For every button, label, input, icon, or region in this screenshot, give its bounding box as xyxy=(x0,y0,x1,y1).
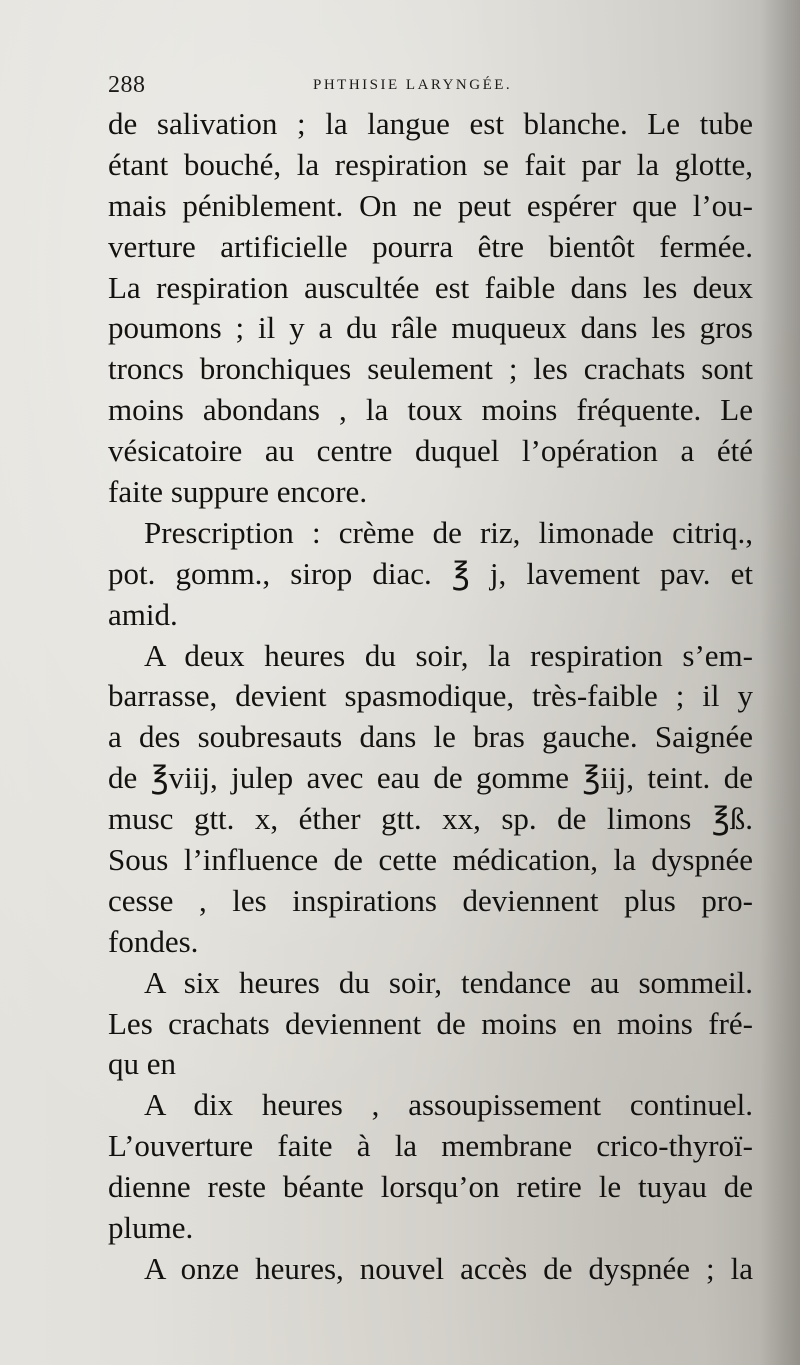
text-line: a des soubresauts dans le bras gauche. Saignée xyxy=(108,719,753,755)
text-line: La respiration auscultée est faible dans les deux xyxy=(108,269,753,305)
text-line: de ℥viij, julep avec eau de gomme ℥iij, teint. de xyxy=(108,760,753,796)
text-line: pot. gomm., sirop diac. ℥ j, lavement pav. et xyxy=(108,555,753,591)
text-line: faite suppure encore. xyxy=(108,474,368,510)
page-header xyxy=(108,72,748,102)
text-line: dienne reste béante lorsqu’on retire le tuyau de xyxy=(108,1169,753,1205)
text-line: A onze heures, nouvel accès de dyspnée ; la xyxy=(144,1250,753,1286)
page-edge-shadow xyxy=(760,0,800,1365)
text-line: A deux heures du soir, la respiration s’em- xyxy=(144,637,753,673)
text-line: Prescription : crème de riz, limonade citriq., xyxy=(144,514,753,550)
text-line: vésicatoire au centre duquel l’opération a été xyxy=(108,433,753,469)
running-head: PHTHISIE LARYNGÉE. xyxy=(313,77,513,93)
text-line: étant bouché, la respiration se fait par la glotte, xyxy=(108,146,753,182)
text-line: Les crachats deviennent de moins en moins fré- xyxy=(108,1005,753,1041)
text-line: verture artificielle pourra être bientôt fermée. xyxy=(108,228,753,264)
text-line: de salivation ; la langue est blanche. Le tube xyxy=(108,106,753,141)
text-line: moins abondans , la toux moins fréquente. Le xyxy=(108,392,753,428)
text-line: A six heures du soir, tendance au sommeil. xyxy=(144,964,753,1000)
page-number: 288 xyxy=(108,72,146,98)
text-line: poumons ; il y a du râle muqueux dans les gros xyxy=(108,310,753,346)
body-text xyxy=(108,104,753,1290)
text-line: amid. xyxy=(108,596,178,632)
text-line: fondes. xyxy=(108,923,199,959)
text-line: qu en xyxy=(108,1046,177,1082)
text-line: Sous l’influence de cette médication, la dyspnée xyxy=(108,842,753,878)
text-line: musc gtt. x, éther gtt. xx, sp. de limons ℥ß. xyxy=(108,801,753,837)
text-line: A dix heures , assoupissement continuel. xyxy=(144,1087,753,1123)
text-line: L’ouverture faite à la membrane crico-thyroï- xyxy=(108,1128,753,1164)
text-line: cesse , les inspirations deviennent plus pro- xyxy=(108,882,753,918)
text-line: mais péniblement. On ne peut espérer que l’ou- xyxy=(108,187,753,223)
text-line: barrasse, devient spasmodique, très-faible ; il y xyxy=(108,678,753,714)
text-line: plume. xyxy=(108,1210,194,1246)
text-line: troncs bronchiques seulement ; les crachats sont xyxy=(108,351,753,387)
